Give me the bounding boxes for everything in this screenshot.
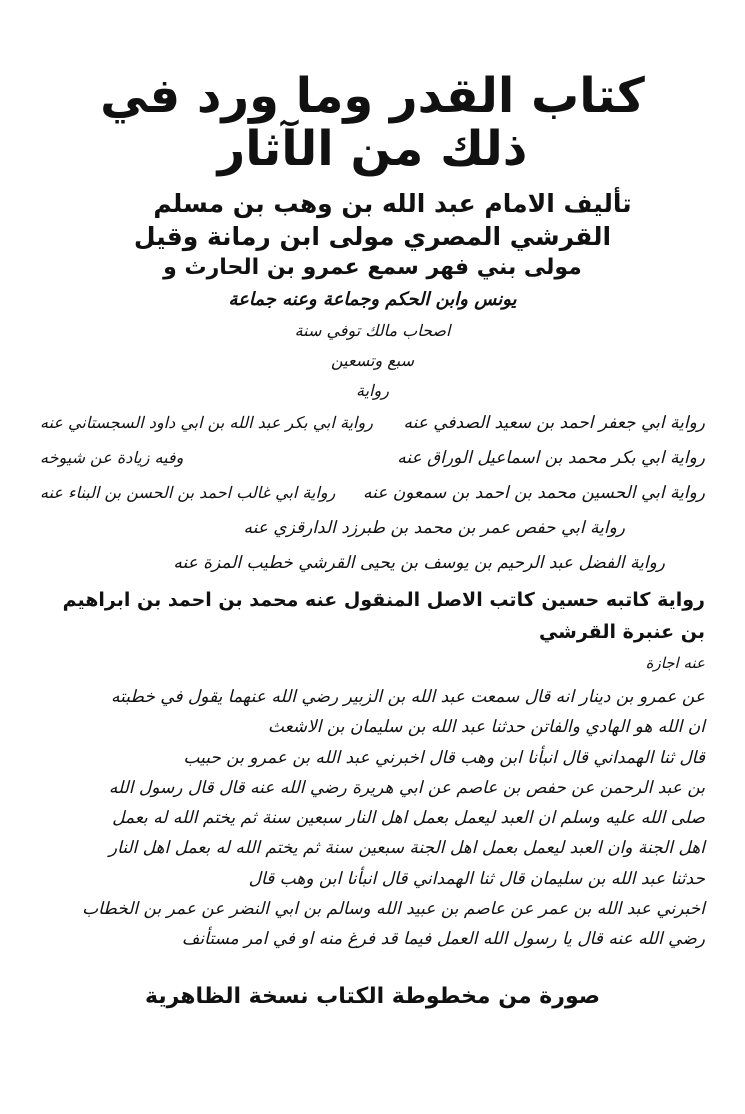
hadith-line: حدثنا عبد الله بن سليمان قال ثنا الهمداني قال انبأنا ابن وهب قال: [248, 868, 705, 889]
author-line: مولى بني فهر سمع عمرو بن الحارث و: [163, 255, 582, 281]
transmission-side: رواية ابي غالب احمد بن الحسن بن البناء عنه: [40, 482, 336, 502]
hadith-line: بن عبد الرحمن عن حفص بن عاصم عن ابي هريرة رضي الله عنه قال قال رسول الله: [108, 777, 705, 798]
biography-block: [40, 286, 705, 404]
hadith-line: ان الله هو الهادي والفاتن حدثنا عبد الله بن سليمان بن الاشعث: [267, 717, 705, 738]
transmission-main: رواية ابي بكر محمد بن اسماعيل الوراق عنه: [397, 448, 705, 469]
transmission-side: رواية ابي بكر عبد الله بن ابي داود السجستاني عنه: [40, 413, 373, 433]
transmission-row: [40, 584, 705, 649]
author-line: القرشي المصري مولى ابن رمانة وقيل: [133, 221, 612, 251]
biography-line: سبع وتسعين: [330, 350, 414, 370]
transmission-row: [40, 409, 705, 438]
author-line: تأليف الامام عبد الله بن وهب بن مسلم: [153, 188, 632, 218]
biography-line: اصحاب مالك توفي سنة: [294, 321, 451, 341]
transmission-main: رواية ابي جعفر احمد بن سعيد الصدفي عنه: [403, 413, 705, 434]
transmission-side: وفيه زيادة عن شيوخه: [40, 448, 184, 468]
transmission-row: [40, 549, 705, 578]
transmission-row: [40, 444, 705, 473]
transmission-main: رواية الفضل عبد الرحيم بن يوسف بن يحيى القرشي خطيب المزة عنه: [173, 552, 665, 573]
page-caption: صورة من مخطوطة الكتاب نسخة الظاهرية: [144, 984, 600, 1009]
hadith-line: رضي الله عنه قال يا رسول الله العمل فيما قد فرغ منه او في امر مستأنف: [181, 929, 705, 950]
transmission-main: رواية ابي الحسين محمد بن احمد بن سمعون عنه: [362, 482, 705, 503]
transmission-main: رواية ابي حفص عمر بن محمد بن طبرزد الدارقزي عنه: [243, 517, 625, 538]
hadith-line: اهل الجنة وان العبد ليعمل بعمل اهل الجنة سبعين سنة ثم يختم الله له بعمل اهل النار: [108, 838, 705, 859]
hadith-text: [40, 682, 705, 954]
hadith-line: عن عمرو بن دينار انه قال سمعت عبد الله بن الزبير رضي الله عنهما يقول في خطبته: [111, 687, 705, 708]
book-title: كتاب القدر وما ورد في ذلك من الآثار: [100, 68, 645, 177]
transmission-row: [40, 514, 705, 543]
transmission-main: رواية كاتبه حسين كاتب الاصل المنقول عنه محمد بن احمد بن ابراهيم بن عنبرة القرشي: [62, 588, 705, 643]
ijaza-note: عنه اجازة: [645, 654, 705, 673]
transmission-row: [40, 479, 705, 508]
hadith-line: صلى الله عليه وسلم ان العبد ليعمل بعمل اهل النار سبعين سنة ثم يختم الله له بعمل: [112, 808, 705, 829]
hadith-line: اخبرني عبد الله بن عمر عن عاصم بن عبيد الله وسالم بن ابي النضر عن عمر بن الخطاب: [82, 898, 705, 919]
transmission-chain-list: [40, 409, 705, 648]
hadith-line: قال ثنا الهمداني قال انبأنا ابن وهب قال اخبرني عبد الله بن عمرو بن حبيب: [183, 747, 705, 768]
riwaya-heading: رواية: [356, 380, 389, 400]
biography-line: يونس وابن الحكم وجماعة وعنه جماعة: [228, 288, 517, 310]
author-block: [40, 188, 705, 282]
